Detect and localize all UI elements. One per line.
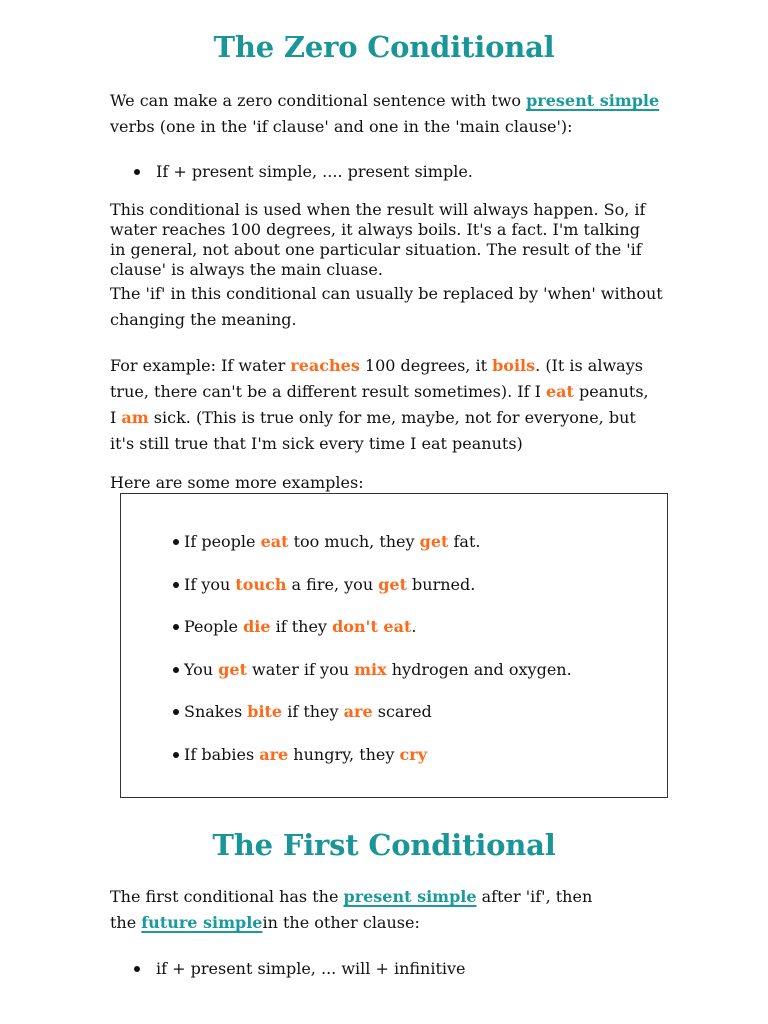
- verb-highlight: are: [343, 702, 373, 721]
- verb-highlight: get: [218, 659, 247, 679]
- first-conditional-title: The First Conditional: [212, 828, 556, 862]
- zero-intro-text-2: verbs (one in the 'if clause' and one in the 'main clause'):: [110, 117, 573, 136]
- verb-highlight: get: [378, 574, 407, 594]
- zero-conditional-title: The Zero Conditional: [213, 30, 555, 64]
- verb-highlight: are: [259, 744, 289, 764]
- example-item: If you touch a fire, you get burned.: [173, 573, 572, 616]
- verb-highlight: eat: [260, 532, 289, 551]
- verb-highlight: cry: [399, 744, 427, 764]
- verb-highlight: die: [243, 617, 271, 636]
- example-text-1: For example: If water: [110, 356, 291, 375]
- verb-highlight: reaches: [290, 356, 360, 375]
- first-formula-item: if + present simple, ... will + infinitive: [134, 957, 466, 981]
- verb-highlight: boils: [492, 356, 536, 375]
- zero-usage-paragraph: This conditional is used when the result will always happen. So, if water reaches 100 degrees, it always boils. It's a fact. I'm talking in general, not about one particular situation. The result of the 'if clause' is always the main cluase.: [110, 200, 646, 279]
- zero-replace-paragraph: The 'if' in this conditional can usually be replaced by 'when' without changing the meaning.: [110, 284, 663, 329]
- present-simple-link[interactable]: present simple: [343, 887, 477, 906]
- verb-highlight: don't eat: [332, 617, 412, 636]
- first-intro-text-3: in the other clause:: [262, 913, 420, 932]
- more-examples-label: Here are some more examples:: [110, 473, 364, 492]
- example-item: If babies are hungry, they cry: [173, 743, 572, 786]
- zero-intro-paragraph: [110, 88, 670, 140]
- examples-box: [120, 493, 668, 798]
- first-intro-text-1: The first conditional has the: [110, 887, 344, 906]
- example-text-4: peanuts, I: [110, 382, 649, 427]
- examples-list: [173, 530, 572, 785]
- verb-highlight: eat: [546, 382, 574, 401]
- example-text-5: sick. (This is true only for me, maybe, not for everyone, but it's still true that I'm sick every time I eat peanuts): [110, 408, 636, 453]
- first-intro-text-2: after 'if', then the: [110, 887, 593, 932]
- present-simple-link[interactable]: present simple: [526, 91, 660, 110]
- first-formula-list: [134, 957, 466, 981]
- example-item: You get water if you mix hydrogen and oxygen.: [173, 658, 572, 701]
- verb-highlight: am: [121, 408, 149, 427]
- zero-example-paragraph: [110, 353, 655, 457]
- zero-formula-item: If + present simple, .... present simple.: [134, 160, 473, 184]
- future-simple-link[interactable]: future simple: [141, 913, 263, 932]
- verb-highlight: mix: [354, 659, 387, 679]
- example-item: People die if they don't eat.: [173, 615, 572, 658]
- zero-formula-list: [134, 160, 473, 184]
- example-text-2: 100 degrees, it: [359, 356, 493, 375]
- verb-highlight: get: [419, 532, 449, 551]
- example-item: If people eat too much, they get fat.: [173, 530, 572, 573]
- verb-highlight: bite: [247, 702, 283, 721]
- example-item: Snakes bite if they are scared: [173, 700, 572, 743]
- first-intro-paragraph: [110, 884, 610, 936]
- verb-highlight: touch: [235, 574, 287, 594]
- example-text-3: . (It is always true, there can't be a different result sometimes). If I: [110, 356, 643, 401]
- zero-intro-text-1: We can make a zero conditional sentence with two: [110, 91, 527, 110]
